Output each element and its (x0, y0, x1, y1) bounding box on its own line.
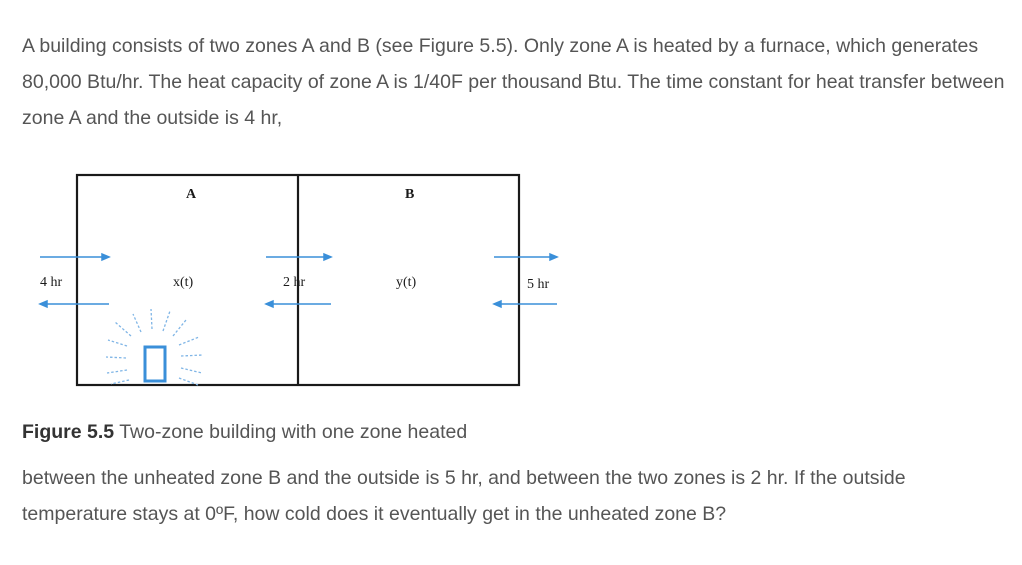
right-time-constant: 5 hr (527, 277, 550, 292)
y-of-t-label: y(t) (396, 275, 417, 290)
zone-b-label: B (405, 187, 415, 202)
figure-number: Figure 5.5 (22, 421, 115, 443)
left-time-constant: 4 hr (40, 275, 63, 290)
zone-a-label: A (186, 187, 197, 202)
furnace (145, 347, 165, 381)
intro-paragraph: A building consists of two zones A and B (see Figure 5.5). Only zone A is heated by a furnace, which generates 80,000 Btu/hr. The heat capacity of zone A is 1/40F per thousand Btu. The time constant for heat transfer between zone A and the outside is 4 hr, (22, 35, 1005, 129)
figure-caption-text: Two-zone building with one zone heated (114, 421, 468, 443)
continuation-paragraph: between the unheated zone B and the outside is 5 hr, and between the two zones is 2 hr. If the outside temperature stays at 0ºF, how cold does it eventually get in the unheated zone B? (22, 467, 906, 525)
figure-caption (22, 414, 467, 450)
middle-time-constant: 2 hr (283, 275, 306, 290)
x-of-t-label: x(t) (173, 275, 194, 290)
